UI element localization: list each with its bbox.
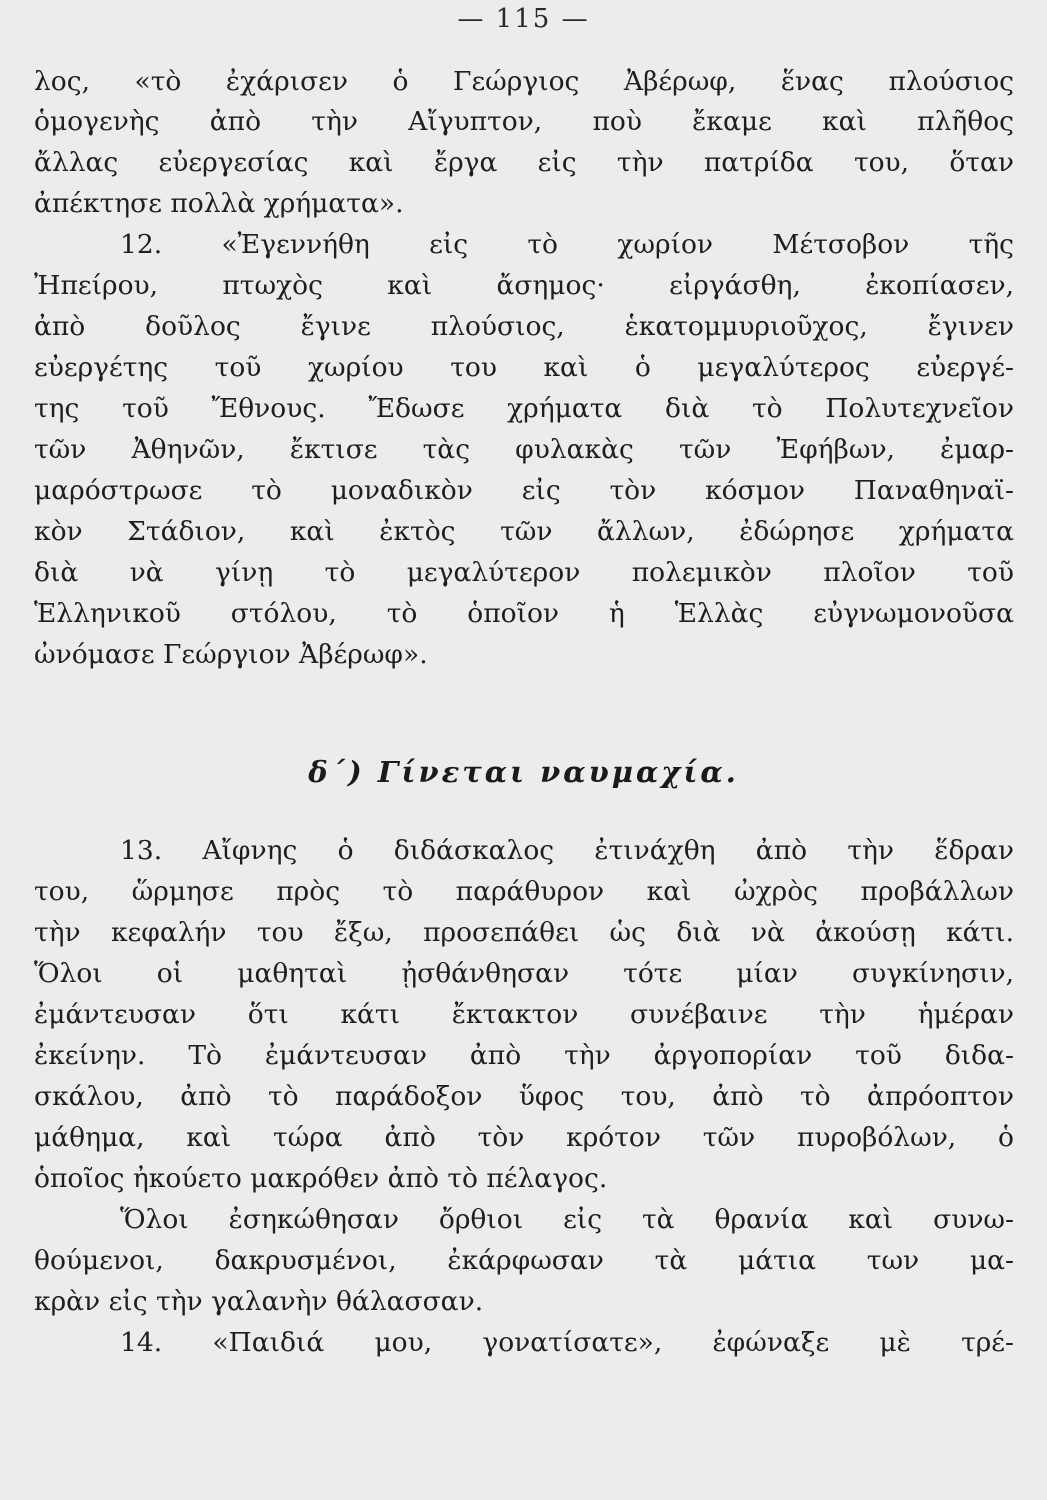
text-line: λος, «τὸ ἐχάρισεν ὁ Γεώργιος Ἀβέρωφ, ἕνας πλούσιος: [34, 66, 1014, 97]
text-line: 14. «Παιδιά μου, γονατίσατε», ἐφώναξε μὲ τρέ-: [120, 1327, 1014, 1358]
text-line: 12. «Ἐγεννήθη εἰς τὸ χωρίον Μέτσοβον τῆς: [120, 229, 1014, 260]
text-line: Ἠπείρου, πτωχὸς καὶ ἄσημος· εἰργάσθη, ἐκοπίασεν,: [34, 270, 1014, 301]
text-line: ἀπὸ δοῦλος ἔγινε πλούσιος, ἑκατομμυριοῦχος, ἔγινεν: [34, 311, 1014, 342]
text-line: ἐμάντευσαν ὅτι κάτι ἔκτακτον συνέβαινε τὴν ἡμέραν: [34, 999, 1014, 1030]
text-line: Ἑλληνικοῦ στόλου, τὸ ὁποῖον ἡ Ἑλλὰς εὐγνωμονοῦσα: [34, 598, 1014, 629]
text-line: εὐεργέτης τοῦ χωρίου του καὶ ὁ μεγαλύτερος εὐεργέ-: [34, 352, 1014, 383]
text-line: τὴν κεφαλήν του ἔξω, προσεπάθει ὡς διὰ νὰ ἀκούσῃ κάτι.: [34, 917, 1014, 948]
text-line: του, ὥρμησε πρὸς τὸ παράθυρον καὶ ὠχρὸς προβάλλων: [34, 876, 1014, 907]
section-heading: δ΄) Γίνεται ναυμαχία.: [308, 755, 739, 789]
text-line: κὸν Στάδιον, καὶ ἐκτὸς τῶν ἄλλων, ἐδώρησε χρήματα: [34, 516, 1014, 547]
text-line: ὁμογενὴς ἀπὸ τὴν Αἴγυπτον, ποὺ ἔκαμε καὶ πλῆθος: [34, 106, 1014, 137]
text-line: διὰ νὰ γίνῃ τὸ μεγαλύτερον πολεμικὸν πλοῖον τοῦ: [34, 557, 1014, 588]
text-line: τῶν Ἀθηνῶν, ἔκτισε τὰς φυλακὰς τῶν Ἐφήβων, ἐμαρ-: [34, 434, 1014, 465]
text-line: ὠνόμασε Γεώργιον Ἀβέρωφ».: [34, 639, 428, 670]
page-number: — 115 —: [457, 4, 590, 34]
text-line: ἄλλας εὐεργεσίας καὶ ἔργα εἰς τὴν πατρίδα του, ὅταν: [34, 147, 1014, 178]
text-line: μάθημα, καὶ τώρα ἀπὸ τὸν κρότον τῶν πυροβόλων, ὁ: [34, 1122, 1014, 1153]
text-line: θούμενοι, δακρυσμένοι, ἐκάρφωσαν τὰ μάτια των μα-: [34, 1245, 1014, 1276]
text-line: 13. Αἴφνης ὁ διδάσκαλος ἐτινάχθη ἀπὸ τὴν ἕδραν: [120, 835, 1014, 866]
text-line: σκάλου, ἀπὸ τὸ παράδοξον ὕφος του, ἀπὸ τὸ ἀπρόοπτον: [34, 1081, 1014, 1112]
text-line: ἀπέκτησε πολλὰ χρήματα».: [34, 188, 404, 219]
text-line: ἐκείνην. Τὸ ἐμάντευσαν ἀπὸ τὴν ἀργοπορίαν τοῦ διδα-: [34, 1040, 1014, 1071]
text-line: Ὅλοι ἐσηκώθησαν ὄρθιοι εἰς τὰ θρανία καὶ συνω-: [120, 1204, 1014, 1235]
text-line: της τοῦ Ἔθνους. Ἔδωσε χρήματα διὰ τὸ Πολυτεχνεῖον: [34, 393, 1014, 424]
text-line: ὁποῖος ἠκούετο μακρόθεν ἀπὸ τὸ πέλαγος.: [34, 1163, 608, 1194]
text-line: κρὰν εἰς τὴν γαλανὴν θάλασσαν.: [34, 1286, 484, 1317]
text-line: μαρόστρωσε τὸ μοναδικὸν εἰς τὸν κόσμον Παναθηναϊ-: [34, 475, 1014, 506]
text-line: Ὅλοι οἱ μαθηταὶ ᾐσθάνθησαν τότε μίαν συγκίνησιν,: [34, 958, 1014, 989]
